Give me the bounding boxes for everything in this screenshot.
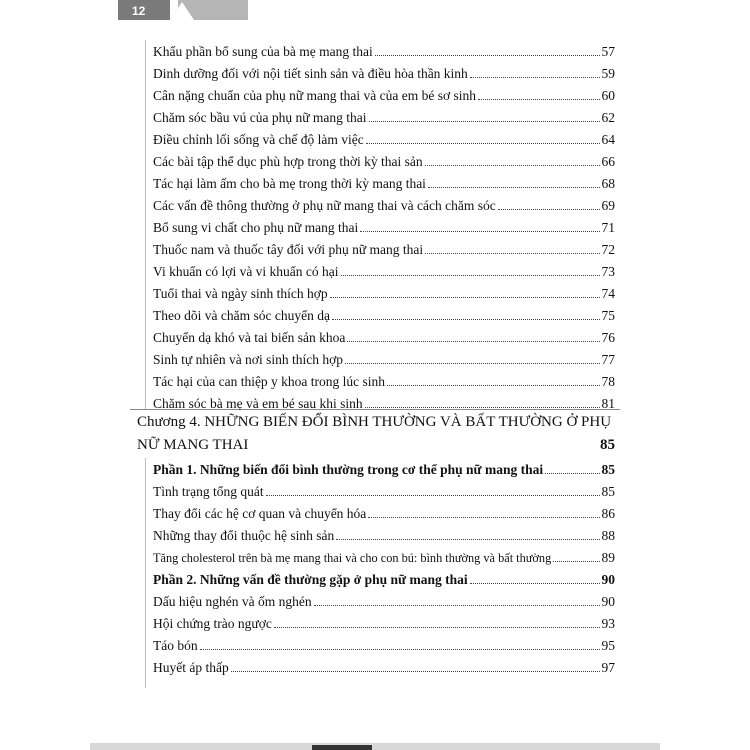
toc-entry-page: 77 [601, 352, 615, 367]
toc-leader [369, 110, 600, 122]
part-heading-page: 90 [601, 572, 615, 587]
toc-entry[interactable] [153, 660, 615, 676]
toc-entry[interactable] [153, 616, 615, 632]
toc-entry-page: 57 [601, 44, 615, 59]
toc-entry[interactable] [153, 528, 615, 544]
toc-leader [266, 484, 600, 496]
toc-leader [347, 330, 599, 342]
toc-entry[interactable] [153, 110, 615, 126]
toc-entry[interactable] [153, 176, 615, 192]
toc-entry-page: 68 [601, 176, 615, 191]
toc-entry-page: 64 [601, 132, 615, 147]
toc-leader [332, 308, 600, 320]
bottom-edge-bar [90, 743, 660, 750]
toc-entry-title: Hội chứng trào ngược [153, 616, 272, 631]
toc-entry-page: 72 [601, 242, 615, 257]
toc-entry-page: 89 [601, 550, 615, 565]
toc-entry-page: 71 [601, 220, 615, 235]
toc-entry-title: Tác hại làm ấm cho bà mẹ trong thời kỳ mang thai [153, 176, 426, 191]
toc-leader [470, 66, 600, 78]
toc-entry-page: 74 [601, 286, 615, 301]
toc-entry-page: 60 [601, 88, 615, 103]
toc-entry-page: 62 [601, 110, 615, 125]
toc-leader [375, 44, 600, 56]
toc-leader [365, 396, 600, 408]
toc-entry[interactable] [153, 352, 615, 368]
chapter-heading-line1[interactable]: Chương 4. NHỮNG BIẾN ĐỔI BÌNH THƯỜNG VÀ BẤT THƯỜNG Ở PHỤ [137, 414, 612, 430]
toc-entry[interactable] [153, 220, 615, 236]
toc-entry[interactable] [153, 330, 615, 346]
toc-entry[interactable] [153, 44, 615, 60]
page-number: 12 [132, 4, 146, 18]
part-heading-title: Phần 2. Những vấn đề thường gặp ở phụ nữ mang thai [153, 572, 468, 587]
toc-entry[interactable] [153, 506, 615, 522]
toc-leader [470, 572, 600, 584]
toc-entry-title: Dinh dưỡng đối với nội tiết sinh sản và điều hòa thần kinh [153, 66, 468, 81]
toc-entry-title: Táo bón [153, 638, 198, 653]
toc-entry-title: Cân nặng chuẩn của phụ nữ mang thai và của em bé sơ sinh [153, 88, 476, 103]
chapter-heading-line2-text: NỮ MANG THAI [137, 437, 249, 453]
toc-entry[interactable] [153, 374, 615, 390]
toc-entry-title: Chăm sóc bầu vú của phụ nữ mang thai [153, 110, 367, 125]
part-heading-title: Phần 1. Những biến đổi bình thường trong cơ thể phụ nữ mang thai [153, 462, 544, 477]
toc-entry-title: Khẩu phần bổ sung của bà mẹ mang thai [153, 44, 373, 59]
toc-entry[interactable] [153, 66, 615, 82]
toc-entry-page: 93 [601, 616, 615, 631]
toc-leader [368, 506, 599, 518]
chapter-heading-line2[interactable] [137, 437, 615, 454]
part-heading-page: 85 [601, 462, 615, 477]
toc-entry-title: Những thay đổi thuộc hệ sinh sản [153, 528, 335, 543]
toc-entry[interactable] [153, 264, 615, 280]
toc-leader [231, 660, 600, 672]
toc-entry-page: 78 [601, 374, 615, 389]
toc-leader [336, 528, 599, 540]
toc-entry-page: 59 [601, 66, 615, 81]
toc-entry-page: 75 [601, 308, 615, 323]
toc-entry-page: 90 [601, 594, 615, 609]
toc-entry[interactable] [153, 154, 615, 170]
toc-entry-page: 76 [601, 330, 615, 345]
toc-entry-title: Tuổi thai và ngày sinh thích hợp [153, 286, 328, 301]
toc-entry-title: Tăng cholesterol trên bà mẹ mang thai và cho con bú: bình thường và bất thường [153, 551, 552, 565]
toc-leader [330, 286, 600, 298]
bottom-edge-mark [312, 745, 372, 750]
toc-entry[interactable] [153, 88, 615, 104]
toc-entry-page: 88 [601, 528, 615, 543]
toc-leader [498, 198, 600, 210]
toc-leader [545, 462, 599, 474]
toc-leader [425, 154, 600, 166]
toc-leader [553, 551, 599, 562]
part-heading[interactable] [153, 462, 615, 478]
toc-entry[interactable] [153, 242, 615, 258]
toc-entry-page: 81 [601, 396, 615, 411]
toc-entry-page: 95 [601, 638, 615, 653]
toc-leader [200, 638, 600, 650]
toc-entry-title: Vi khuẩn có lợi và vi khuẩn có hại [153, 264, 339, 279]
toc-entry-title: Chăm sóc bà mẹ và em bé sau khi sinh [153, 396, 363, 411]
toc-leader [478, 88, 600, 100]
toc-leader [314, 594, 600, 606]
toc-entry-page: 97 [601, 660, 615, 675]
toc-leader [428, 176, 600, 188]
toc-entry-title: Các vấn đề thông thường ở phụ nữ mang thai và cách chăm sóc [153, 198, 496, 213]
toc-leader [345, 352, 600, 364]
toc-entry-title: Chuyển dạ khó và tai biến sản khoa [153, 330, 346, 345]
toc-entry[interactable] [153, 484, 615, 500]
toc-entry-page: 69 [601, 198, 615, 213]
toc-entry-title: Tác hại của can thiệp y khoa trong lúc sinh [153, 374, 386, 389]
toc-leader [274, 616, 600, 628]
toc-entry-page: 85 [601, 484, 615, 499]
toc-leader [360, 220, 599, 232]
toc-entry[interactable] [153, 132, 615, 148]
toc-entry-page: 66 [601, 154, 615, 169]
toc-leader [425, 242, 599, 254]
toc-entry-title: Huyết áp thấp [153, 660, 229, 675]
toc-entry[interactable] [153, 308, 615, 324]
toc-entry-title: Dấu hiệu nghén và ốm nghén [153, 594, 312, 609]
toc-leader [341, 264, 600, 276]
toc-entry-title: Bổ sung vi chất cho phụ nữ mang thai [153, 220, 359, 235]
toc-entry-page: 73 [601, 264, 615, 279]
toc-entry[interactable] [153, 396, 615, 412]
toc-entry[interactable] [153, 198, 615, 214]
toc-entry[interactable] [153, 550, 615, 566]
toc-entry-title: Sinh tự nhiên và nơi sinh thích hợp [153, 352, 343, 367]
toc-entry-title: Các bài tập thể dục phù hợp trong thời kỳ thai sản [153, 154, 423, 169]
toc-entry[interactable] [153, 638, 615, 654]
toc-leader [387, 374, 599, 386]
part-heading[interactable] [153, 572, 615, 588]
toc-entry-page: 86 [601, 506, 615, 521]
toc-entry[interactable] [153, 286, 615, 302]
toc-entry-title: Thuốc nam và thuốc tây đối với phụ nữ mang thai [153, 242, 424, 257]
toc-entry-title: Theo dõi và chăm sóc chuyển dạ [153, 308, 330, 323]
chapter-page: 85 [600, 437, 615, 453]
toc-entry[interactable] [153, 594, 615, 610]
toc-entry-title: Tình trạng tổng quát [153, 484, 264, 499]
toc-entry-title: Thay đổi các hệ cơ quan và chuyển hóa [153, 506, 367, 521]
toc-entry-title: Điều chỉnh lối sống và chế độ làm việc [153, 132, 364, 147]
toc-leader [366, 132, 600, 144]
